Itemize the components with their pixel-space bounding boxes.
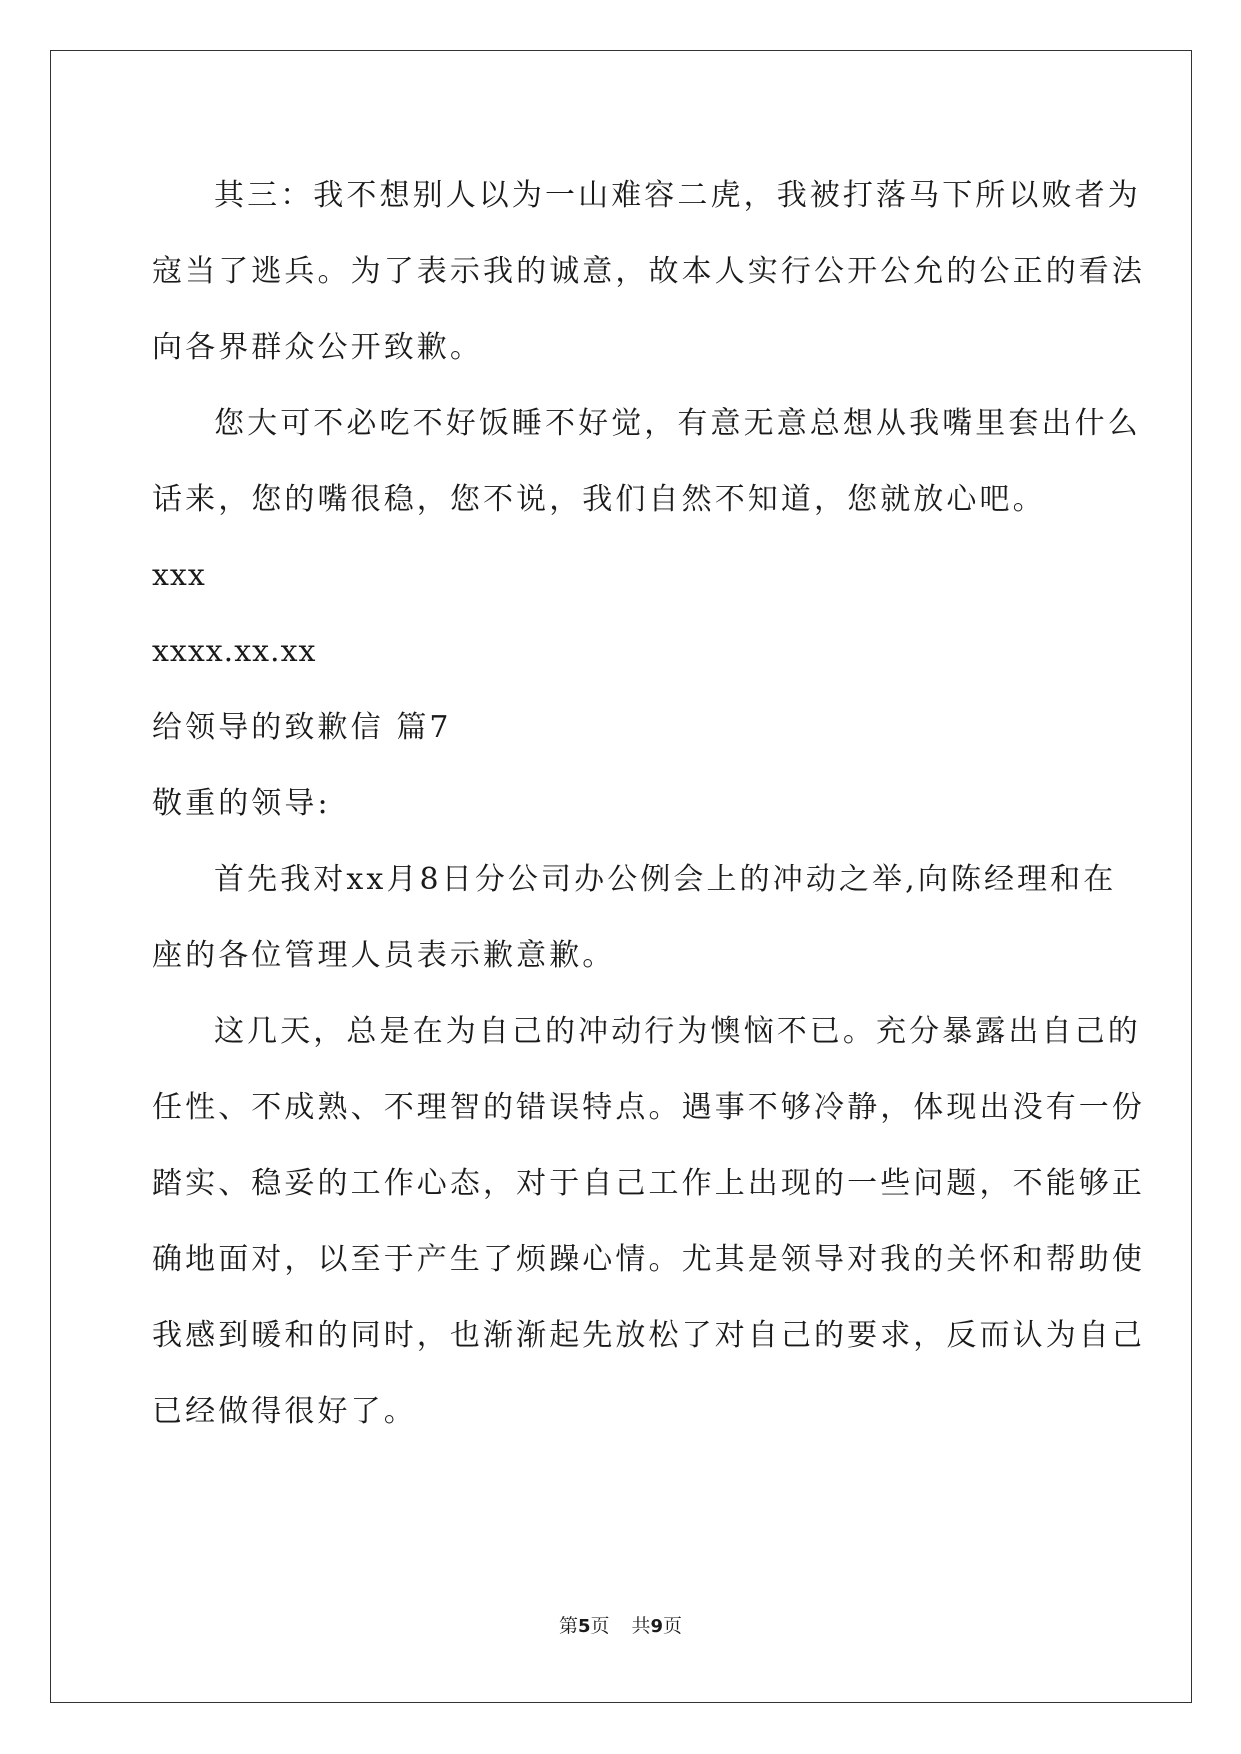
- footer-prefix: 第: [558, 1615, 578, 1637]
- footer-total-prefix: 共: [631, 1615, 651, 1637]
- footer-page-suffix: 页: [590, 1615, 610, 1637]
- current-page-number: 5: [577, 1616, 591, 1637]
- paragraph-line: 已经做得很好了。: [152, 1394, 417, 1429]
- paragraph-line: 首先我对xx月8日分公司办公例会上的冲动之举,向陈经理和在: [214, 862, 1117, 897]
- salutation: 敬重的领导:: [152, 786, 331, 821]
- paragraph-line: 这几天，总是在为自己的冲动行为懊恼不已。充分暴露出自己的: [214, 1014, 1141, 1049]
- paragraph-line: 任性、不成熟、不理智的错误特点。遇事不够冷静，体现出没有一份: [152, 1090, 1145, 1125]
- paragraph-line: 确地面对，以至于产生了烦躁心情。尤其是领导对我的关怀和帮助使: [152, 1242, 1145, 1277]
- total-page-number: 9: [650, 1616, 664, 1637]
- paragraph-line: 向各界群众公开致歉。: [152, 330, 483, 365]
- paragraph-line: 踏实、稳妥的工作心态，对于自己工作上出现的一些问题，不能够正: [152, 1166, 1145, 1201]
- paragraph-line: 话来，您的嘴很稳，您不说，我们自然不知道，您就放心吧。: [152, 482, 1046, 517]
- paragraph-line: 座的各位管理人员表示歉意歉。: [152, 938, 616, 973]
- signature-date: xxxx.xx.xx: [152, 634, 317, 669]
- paragraph-line: 我感到暖和的同时，也渐渐起先放松了对自己的要求，反而认为自己: [152, 1318, 1145, 1353]
- page-footer: [0, 1611, 1241, 1638]
- section-title: 给领导的致歉信 篇7: [152, 710, 452, 745]
- signature-name: xxx: [152, 558, 206, 593]
- document-body: [152, 158, 1145, 1450]
- paragraph-line: 其三：我不想别人以为一山难容二虎，我被打落马下所以败者为: [214, 178, 1141, 213]
- paragraph-line: 您大可不必吃不好饭睡不好觉，有意无意总想从我嘴里套出什么: [214, 406, 1141, 441]
- paragraph-line: 寇当了逃兵。为了表示我的诚意，故本人实行公开公允的公正的看法: [152, 254, 1145, 289]
- footer-total-suffix: 页: [663, 1615, 683, 1637]
